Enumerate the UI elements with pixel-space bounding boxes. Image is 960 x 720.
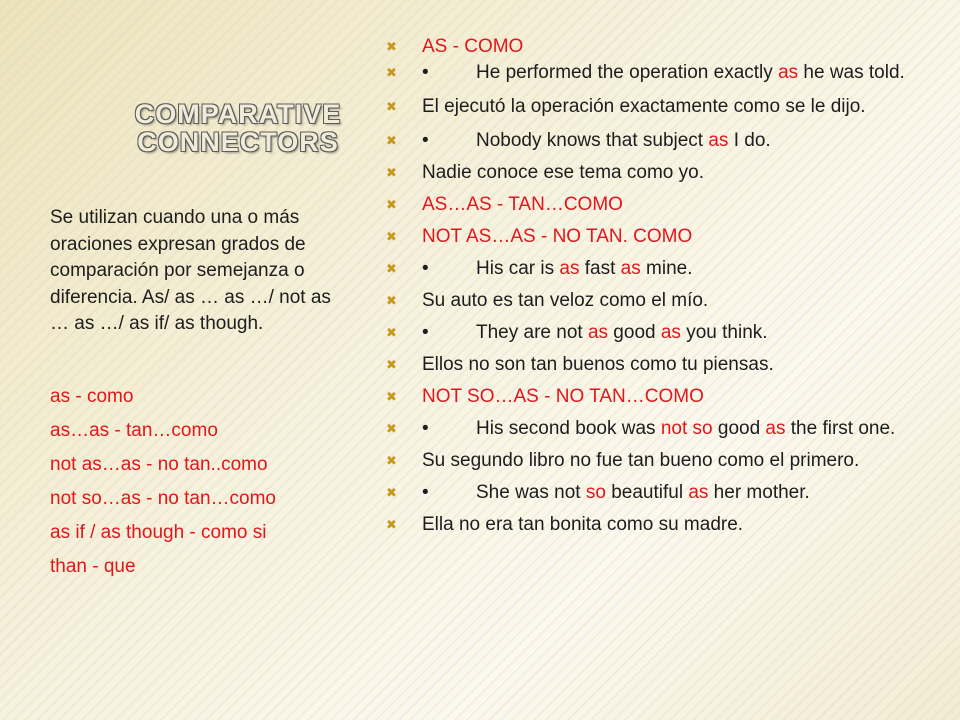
highlighted-connector: as — [778, 62, 799, 83]
highlighted-connector: as — [559, 258, 580, 279]
translation-text: Su segundo libro no fue tan bueno como el primero. — [422, 450, 860, 471]
left-column — [50, 100, 350, 584]
connector-item: not so…as - no tan…como — [50, 487, 276, 509]
example-item — [385, 60, 915, 86]
example-text: I do. — [728, 130, 771, 151]
slide-title — [118, 100, 358, 156]
example-text: His second book was — [476, 418, 661, 439]
highlighted-connector: as — [587, 322, 609, 343]
translation-item — [385, 448, 915, 474]
connector-item: than - que — [50, 555, 136, 577]
example-text: He performed the operation exactly — [476, 62, 779, 83]
heading-text: AS…AS - TAN…COMO — [422, 194, 623, 215]
translation-item — [385, 160, 915, 186]
example-text: the first one. — [785, 418, 896, 439]
example-text: mine. — [640, 258, 693, 279]
highlighted-connector: as — [620, 258, 641, 279]
connector-item: as…as - tan…como — [50, 419, 218, 441]
example-item — [385, 320, 915, 346]
example-item — [385, 128, 915, 154]
example-marker: • — [422, 482, 429, 503]
highlighted-connector: as — [660, 322, 681, 343]
x-mark-bullet-icon: ✖ — [386, 261, 397, 276]
x-mark-bullet-icon: ✖ — [386, 485, 397, 500]
connector-item: as if / as though - como si — [50, 521, 267, 543]
x-mark-bullet-icon: ✖ — [386, 517, 397, 532]
x-mark-bullet-icon: ✖ — [386, 229, 397, 244]
x-mark-bullet-icon: ✖ — [386, 453, 397, 468]
example-marker: • — [422, 418, 429, 439]
example-text: you think. — [680, 322, 768, 343]
highlighted-connector: so — [585, 482, 606, 503]
heading-text: AS - COMO — [422, 36, 524, 57]
translation-text: El ejecutó la operación exactamente como se le dijo. — [422, 96, 866, 117]
translation-text: Su auto es tan veloz como el mío. — [422, 290, 709, 311]
x-mark-bullet-icon: ✖ — [386, 293, 397, 308]
example-text: She was not — [476, 482, 586, 503]
title-line-1: COMPARATIVE — [134, 99, 342, 129]
x-mark-bullet-icon: ✖ — [386, 133, 397, 148]
example-text: fast — [579, 258, 621, 279]
heading-text: NOT AS…AS - NO TAN. COMO — [422, 226, 693, 247]
translation-text: Ella no era tan bonita como su madre. — [422, 514, 744, 535]
examples-list — [385, 34, 915, 544]
connector-item: not as…as - no tan..como — [50, 453, 268, 475]
translation-item — [385, 288, 915, 314]
example-marker: • — [422, 130, 429, 151]
example-item — [385, 256, 915, 282]
highlighted-connector: as — [765, 418, 786, 439]
translation-item — [385, 512, 915, 538]
translation-text: Nadie conoce ese tema como yo. — [422, 162, 704, 183]
heading-text: NOT SO…AS - NO TAN…COMO — [422, 386, 704, 407]
example-item — [385, 480, 915, 506]
translation-item — [385, 94, 915, 120]
example-text: he was told. — [798, 62, 905, 83]
connector-item: as - como — [50, 385, 134, 407]
highlighted-connector: as — [688, 482, 709, 503]
heading-item — [385, 224, 915, 250]
connector-list — [50, 380, 350, 584]
example-item — [385, 416, 915, 442]
x-mark-bullet-icon: ✖ — [386, 421, 397, 436]
x-mark-bullet-icon: ✖ — [386, 65, 397, 80]
example-text: His car is — [476, 258, 560, 279]
title-line-2: CONNECTORS — [137, 127, 339, 157]
example-marker: • — [422, 62, 429, 83]
example-text: beautiful — [605, 482, 689, 503]
x-mark-bullet-icon: ✖ — [386, 165, 397, 180]
example-text: her mother. — [708, 482, 810, 503]
x-mark-bullet-icon: ✖ — [386, 389, 397, 404]
translation-item — [385, 352, 915, 378]
translation-text: Ellos no son tan buenos como tu piensas. — [422, 354, 774, 375]
x-mark-bullet-icon: ✖ — [386, 39, 397, 54]
example-marker: • — [422, 258, 429, 279]
highlighted-connector: not so — [660, 418, 713, 439]
heading-item — [385, 384, 915, 410]
description: Se utilizan cuando una o más oraciones expresan grados de comparación por semejanza o diferencia. As/ as … as …/ not as … as …/ as if/ as though. — [50, 207, 331, 334]
example-text: They are not — [476, 322, 588, 343]
x-mark-bullet-icon: ✖ — [386, 357, 397, 372]
x-mark-bullet-icon: ✖ — [386, 99, 397, 114]
example-text: Nobody knows that subject — [476, 130, 709, 151]
heading-item — [385, 192, 915, 218]
example-text: good — [608, 322, 661, 343]
example-text: good — [712, 418, 766, 439]
highlighted-connector: as — [708, 130, 729, 151]
x-mark-bullet-icon: ✖ — [386, 197, 397, 212]
x-mark-bullet-icon: ✖ — [386, 325, 397, 340]
example-marker: • — [422, 322, 429, 343]
heading-item — [385, 34, 915, 60]
